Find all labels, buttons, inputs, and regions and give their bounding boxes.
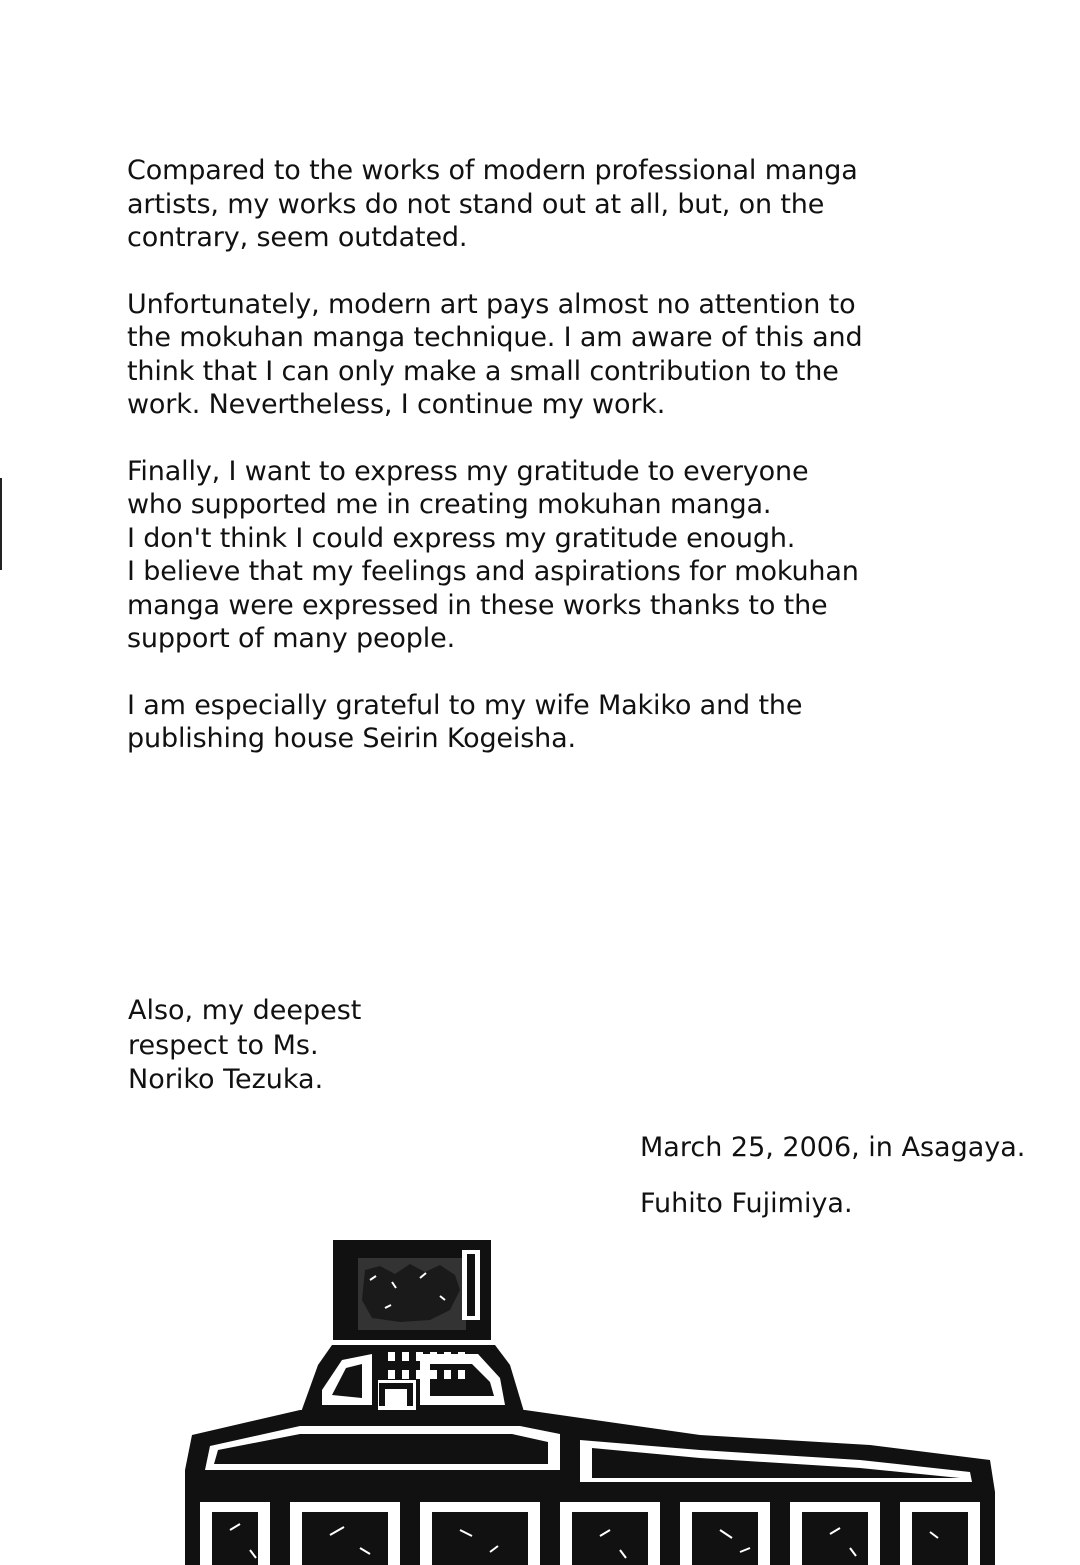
text-line: the mokuhan manga technique. I am aware of this and bbox=[127, 322, 863, 353]
author-name: Fuhito Fujimiya. bbox=[640, 1188, 853, 1219]
text-line: Also, my deepest bbox=[128, 995, 362, 1026]
date-place: March 25, 2006, in Asagaya. bbox=[640, 1132, 1026, 1163]
text-line: publishing house Seirin Kogeisha. bbox=[127, 723, 576, 754]
text-line: Unfortunately, modern art pays almost no attention to bbox=[127, 288, 856, 320]
text-line: work. Nevertheless, I continue my work. bbox=[127, 389, 666, 420]
paragraph-2 bbox=[127, 288, 927, 422]
page-edge-mark bbox=[0, 478, 2, 570]
text-line: artists, my works do not stand out at all, but, on the bbox=[127, 188, 825, 220]
text-line: I don't think I could express my gratitude enough. bbox=[127, 522, 796, 554]
text-line: support of many people. bbox=[127, 623, 456, 654]
paragraph-3 bbox=[127, 455, 927, 656]
afterword-body bbox=[127, 154, 927, 789]
text-line: think that I can only make a small contribution to the bbox=[127, 355, 839, 387]
text-line: I am especially grateful to my wife Makiko and the bbox=[127, 689, 803, 721]
text-line: manga were expressed in these works thanks to the bbox=[127, 589, 828, 621]
paragraph-1 bbox=[127, 154, 927, 255]
signoff bbox=[640, 1131, 1025, 1221]
text-line: respect to Ms. bbox=[128, 1029, 319, 1061]
paragraph-4 bbox=[127, 689, 927, 756]
respect-note bbox=[128, 994, 361, 1098]
text-line: I believe that my feelings and aspirations for mokuhan bbox=[127, 556, 859, 587]
text-line: contrary, seem outdated. bbox=[127, 222, 468, 253]
woodblock-building-icon bbox=[0, 1230, 1080, 1565]
text-line: Compared to the works of modern professional manga bbox=[127, 155, 858, 186]
text-line: Finally, I want to express my gratitude to everyone bbox=[127, 455, 809, 487]
text-line: who supported me in creating mokuhan manga. bbox=[127, 489, 772, 520]
text-line: Noriko Tezuka. bbox=[128, 1064, 324, 1095]
